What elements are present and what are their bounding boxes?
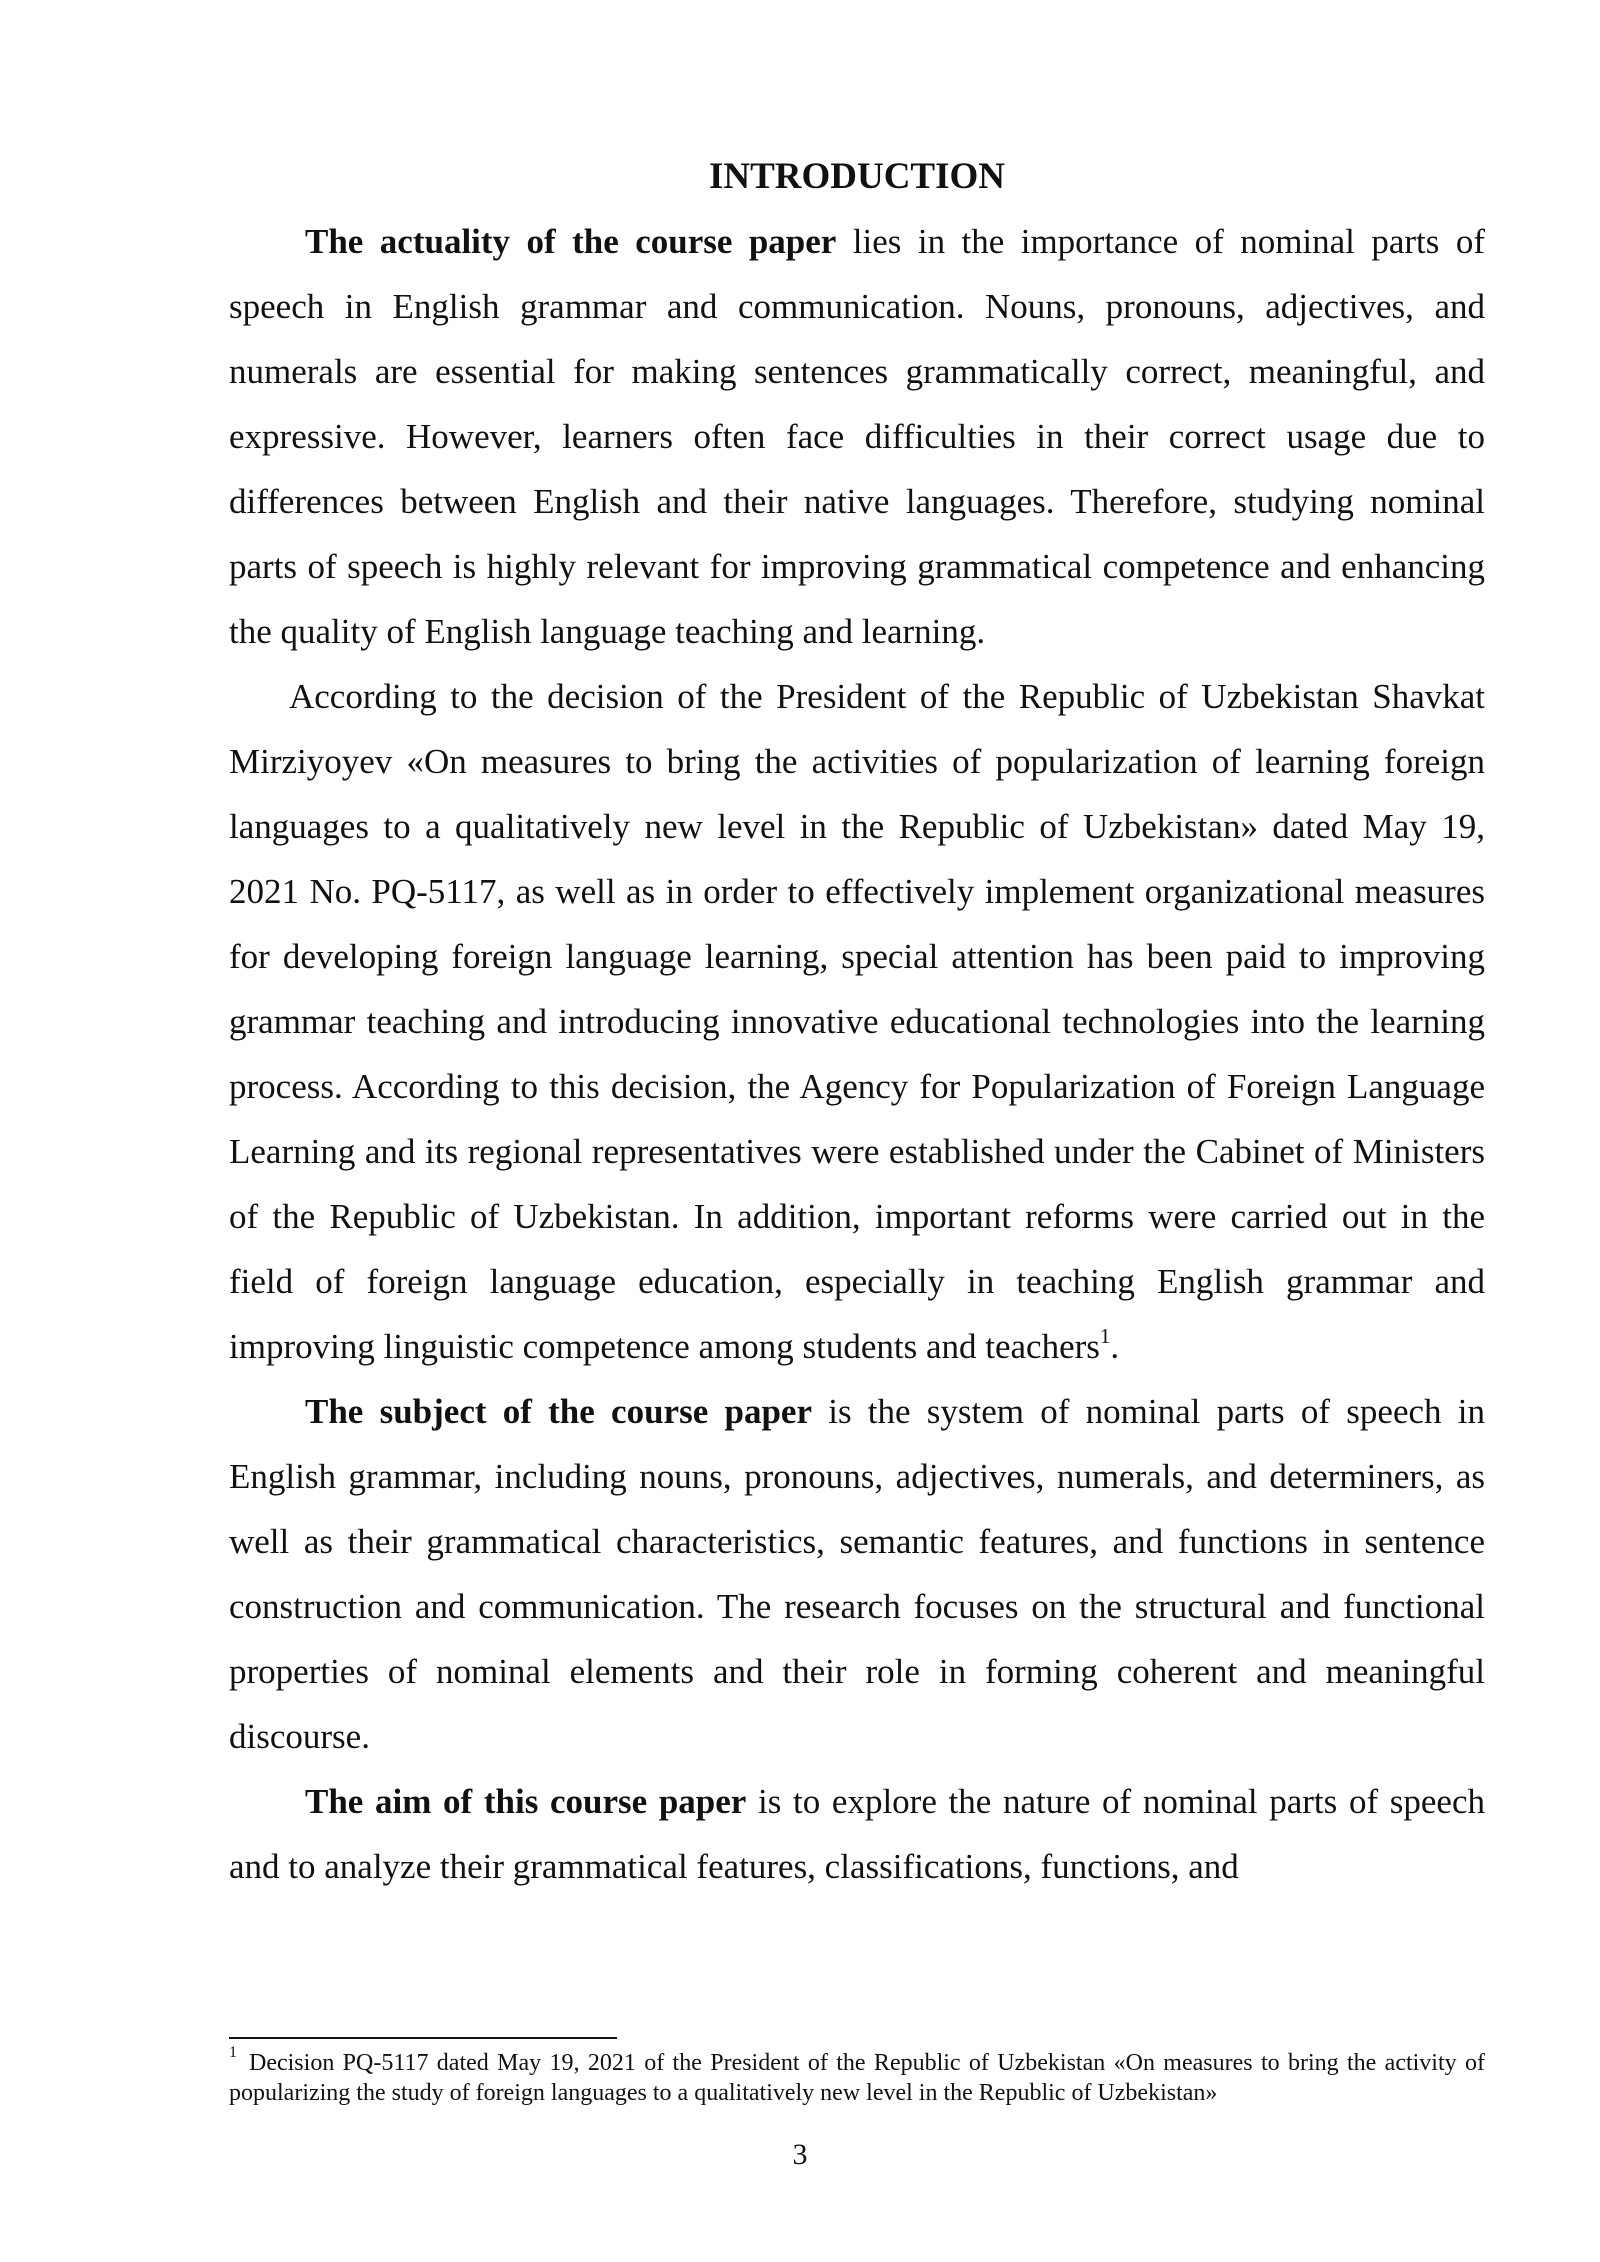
main-text — [229, 145, 1485, 1899]
footnote-divider — [229, 2037, 617, 2039]
aim-lead: The aim of this course paper — [305, 1782, 747, 1821]
footnote — [229, 2044, 1485, 2108]
footnote-reference[interactable]: 1 — [1099, 1324, 1111, 1349]
page-number: 3 — [792, 2138, 808, 2171]
subject-text: is the system of nominal parts of speech in English grammar, including nouns, pronouns, adjectives, numerals, and determiners, as well as their grammatical characteristics, semantic features, and functions in sentence construction and communication. The research focuses on the structural and functional properties of nominal elements and their role in forming coherent and meaningful discourse. — [229, 1392, 1485, 1756]
subject-lead: The subject of the course paper — [305, 1392, 812, 1431]
footnote-text: Decision PQ-5117 dated May 19, 2021 of the President of the Republic of Uzbekistan «On measures to bring the activity of popularizing the study of foreign languages to a qualitatively new level in the Republic of Uzbekistan» — [229, 2050, 1485, 2106]
section-heading: INTRODUCTION — [708, 156, 1006, 197]
paragraph-aim — [229, 1769, 1485, 1899]
actuality-lead: The actuality of the course paper — [305, 222, 837, 261]
decision-text: According to the decision of the President of the Republic of Uzbekistan Shavkat Mirziyoyev «On measures to bring the activities of popularization of learning foreign languages to a qualitatively new level in the Republic of Uzbekistan» dated May 19, 2021 No. PQ-5117, as well as in order to effectively implement organizational measures for developing foreign language learning, special attention has been paid to improving grammar teaching and introducing innovative educational technologies into the learning process. According to this decision, the Agency for Popularization of Foreign Language Learning and its regional representatives were established under the Cabinet of Ministers of the Republic of Uzbekistan. In addition, important reforms were carried out in the field of foreign language education, especially in teaching English grammar and improving linguistic competence among students and teachers — [229, 677, 1485, 1366]
paragraph-subject — [229, 1379, 1485, 1769]
footnote-number: 1 — [229, 2044, 237, 2061]
aim-text: is to explore the nature of nominal parts of speech and to analyze their grammatical features, classifications, functions, and — [229, 1782, 1485, 1886]
paragraph-decision — [229, 664, 1485, 1379]
actuality-text: lies in the importance of nominal parts of speech in English grammar and communication. Nouns, pronouns, adjectives, and numerals are essential for making sentences grammatically correct, meaningful, and expressive. However, learners often face difficulties in their correct usage due to differences between English and their native languages. Therefore, studying nominal parts of speech is highly relevant for improving grammatical competence and enhancing the quality of English language teaching and learning. — [229, 222, 1485, 651]
decision-end: . — [1110, 1327, 1120, 1366]
paragraph-actuality — [229, 209, 1485, 664]
